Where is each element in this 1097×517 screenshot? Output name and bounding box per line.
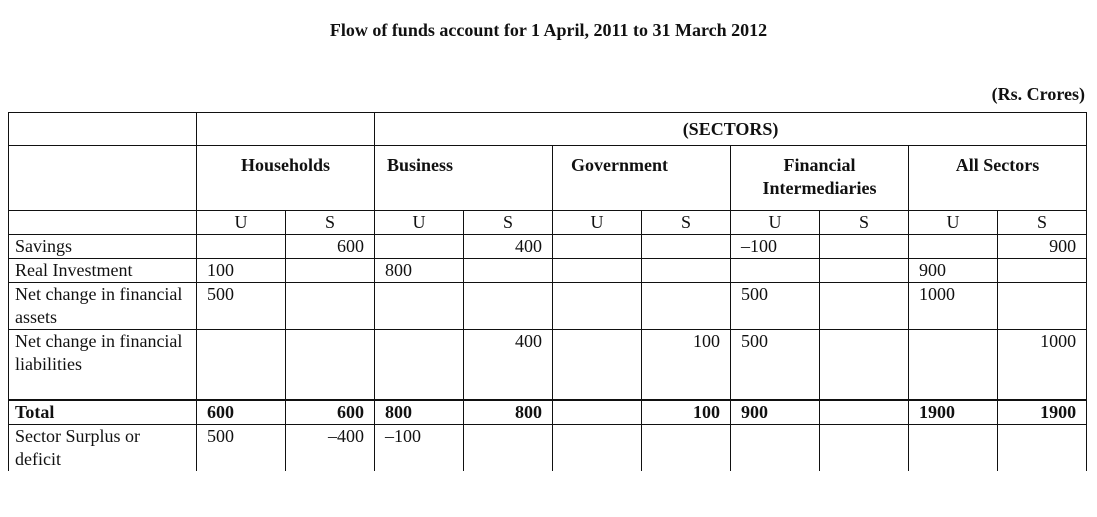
table-cell: 100 <box>642 400 731 425</box>
table-cell <box>820 425 909 472</box>
table-cell <box>553 235 642 259</box>
table-cell: 900 <box>998 235 1087 259</box>
table-cell <box>909 425 998 472</box>
table-row <box>9 330 1087 401</box>
table-cell <box>731 425 820 472</box>
row-label: Net change in financial liabilities <box>9 330 197 401</box>
table-cell <box>553 259 642 283</box>
table-cell <box>553 330 642 401</box>
table-cell <box>998 425 1087 472</box>
table-cell <box>642 425 731 472</box>
sectors-header-row <box>9 113 1087 146</box>
row-label: Real Investment <box>9 259 197 283</box>
table-cell: 600 <box>197 400 286 425</box>
table-row <box>9 235 1087 259</box>
table-cell: 500 <box>731 283 820 330</box>
row-label: Total <box>9 400 197 425</box>
table-cell <box>286 259 375 283</box>
table-cell: –100 <box>731 235 820 259</box>
sub-header-cell: U <box>375 211 464 235</box>
table-cell <box>642 283 731 330</box>
group-header-label: Financial Intermediaries <box>762 155 877 198</box>
table-cell: 800 <box>375 400 464 425</box>
table-cell: 900 <box>731 400 820 425</box>
row-label: Net change in financial assets <box>9 283 197 330</box>
table-cell <box>553 283 642 330</box>
table-row <box>9 283 1087 330</box>
table-cell <box>375 235 464 259</box>
table-cell <box>286 330 375 401</box>
sub-header-cell: S <box>820 211 909 235</box>
table-cell <box>731 259 820 283</box>
group-header-financial-intermediaries <box>731 146 909 211</box>
table-cell: 500 <box>731 330 820 401</box>
table-cell <box>820 283 909 330</box>
table-body <box>9 235 1087 472</box>
table-cell <box>197 235 286 259</box>
row-label: Savings <box>9 235 197 259</box>
table-cell: –400 <box>286 425 375 472</box>
table-cell: –100 <box>375 425 464 472</box>
table-cell <box>642 259 731 283</box>
table-cell: 400 <box>464 330 553 401</box>
units-label: (Rs. Crores) <box>991 84 1085 104</box>
table-cell: 100 <box>197 259 286 283</box>
table-cell: 800 <box>464 400 553 425</box>
table-cell <box>909 330 998 401</box>
table-cell <box>820 259 909 283</box>
header-blank-cell <box>9 113 197 146</box>
table-cell <box>998 259 1087 283</box>
group-header-government: Government <box>553 146 731 211</box>
table-row <box>9 400 1087 425</box>
table-cell: 600 <box>286 400 375 425</box>
row-label: Sector Surplus or deficit <box>9 425 197 472</box>
table-cell <box>375 330 464 401</box>
sub-header-cell: S <box>998 211 1087 235</box>
table-cell <box>998 283 1087 330</box>
table-cell <box>642 235 731 259</box>
table-cell <box>553 425 642 472</box>
table-cell: 500 <box>197 283 286 330</box>
table-row <box>9 425 1087 472</box>
header-blank-cell <box>9 211 197 235</box>
header-blank-cell <box>197 113 375 146</box>
table-cell: 800 <box>375 259 464 283</box>
table-cell: 900 <box>909 259 998 283</box>
sub-header-cell: S <box>286 211 375 235</box>
table-cell <box>286 283 375 330</box>
table-cell: 1900 <box>998 400 1087 425</box>
table-cell: 500 <box>197 425 286 472</box>
table-cell: 100 <box>642 330 731 401</box>
us-header-row <box>9 211 1087 235</box>
table-cell: 400 <box>464 235 553 259</box>
table-cell: 1900 <box>909 400 998 425</box>
table-cell: 1000 <box>909 283 998 330</box>
table-cell <box>820 235 909 259</box>
table-cell <box>464 283 553 330</box>
table-cell: 1000 <box>998 330 1087 401</box>
table-cell <box>820 400 909 425</box>
sub-header-cell: U <box>731 211 820 235</box>
flow-of-funds-table <box>8 112 1087 471</box>
sub-header-cell: U <box>197 211 286 235</box>
table-cell <box>197 330 286 401</box>
group-header-row <box>9 146 1087 211</box>
page-title: Flow of funds account for 1 April, 2011 to 31 March 2012 <box>329 20 768 40</box>
sectors-header: (SECTORS) <box>375 113 1087 146</box>
table-row <box>9 259 1087 283</box>
table-cell <box>820 330 909 401</box>
sub-header-cell: U <box>553 211 642 235</box>
table-cell <box>464 425 553 472</box>
group-header-all-sectors: All Sectors <box>909 146 1087 211</box>
group-header-households: Households <box>197 146 375 211</box>
group-header-business: Business <box>375 146 553 211</box>
sub-header-cell: S <box>464 211 553 235</box>
table-cell <box>464 259 553 283</box>
table-cell <box>375 283 464 330</box>
table-cell <box>553 400 642 425</box>
sub-header-cell: U <box>909 211 998 235</box>
header-blank-cell <box>9 146 197 211</box>
table-cell <box>909 235 998 259</box>
table-cell: 600 <box>286 235 375 259</box>
sub-header-cell: S <box>642 211 731 235</box>
